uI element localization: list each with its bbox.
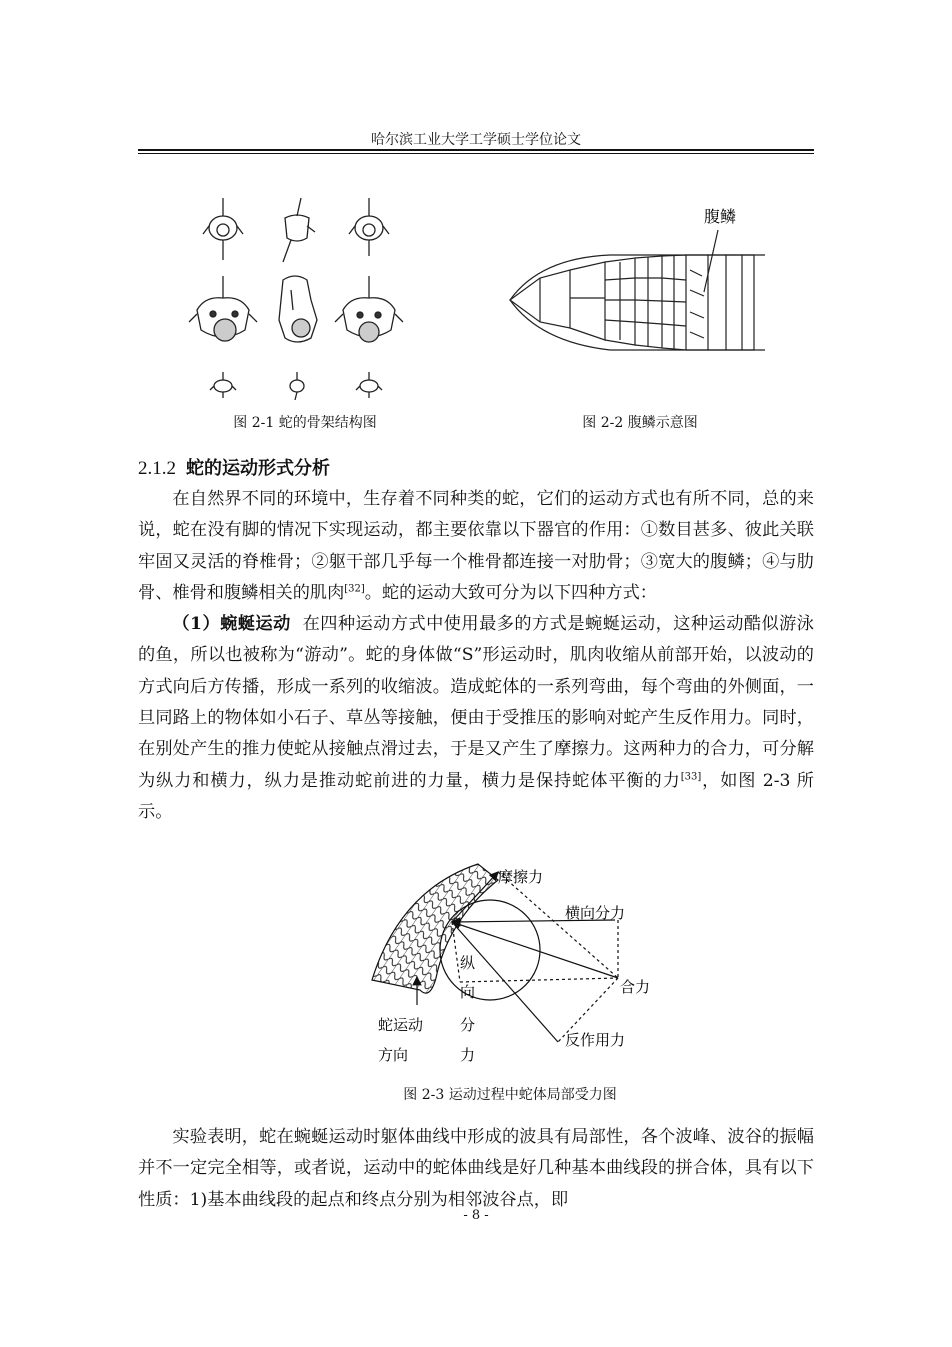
section-heading: [138, 454, 330, 480]
vertebra-mid-2: [279, 276, 317, 342]
body-text-lower: [138, 1122, 814, 1216]
vertebra-mid-1: [189, 276, 257, 341]
figure-ventral-scales: [490, 200, 780, 380]
label-longitudinal-2: 向: [460, 983, 476, 1001]
figure-2-3-caption: 图 2-3 运动过程中蛇体局部受力图: [403, 1087, 617, 1103]
vertebra-mid-3: [335, 276, 403, 342]
section-title: 蛇的运动形式分析: [186, 458, 330, 479]
header-rule-thick: [138, 149, 814, 151]
running-header: 哈尔滨工业大学工学硕士学位论文: [371, 132, 581, 148]
section-number: 2.1.2: [138, 458, 176, 479]
vertebra-bottom-2: [290, 372, 304, 400]
snake-body: [372, 864, 498, 993]
vertebra-bottom-1: [210, 372, 236, 398]
label-longitudinal-4: 力: [460, 1046, 476, 1064]
vertebra-bottom-3: [356, 372, 382, 398]
figure-2-2-caption: 图 2-2 腹鳞示意图: [582, 415, 698, 431]
figure-force-diagram: [360, 860, 680, 1075]
label-reaction: 反作用力: [565, 1031, 626, 1049]
vertebra-top-2: [283, 198, 315, 262]
figure-2-1-caption: 图 2-1 蛇的骨架结构图: [233, 415, 377, 431]
citation-32: [32]: [344, 583, 365, 595]
body-text-upper: [138, 484, 814, 828]
figure-skeleton: [185, 190, 425, 405]
label-lateral: 横向分力: [565, 904, 626, 922]
paragraph-2: （1）蜿蜒运动 在四种运动方式中使用最多的方式是蜿蜒运动，这种运动酷似游泳的鱼，所以也被称为“游动”。蛇的身体做“S”形运动时，肌肉收缩从前部开始，以波动的方式向后方传播，形成一系列的收缩波。造成蛇体的一系列弯曲，每个弯曲的外侧面，一旦同路上的物体如小石子、草丛等接触，便由于受推压的影响对蛇产生反作用力。同时，在别处产生的推力使蛇从接触点滑过去，于是又产生了摩擦力。这两种力的合力，可分解为纵力和横力，纵力是推动蛇前进的力量，横力是保持蛇体平衡的力[33]，如图 2-3 所示。: [138, 614, 814, 822]
label-motion-1: 蛇运动: [378, 1016, 424, 1034]
vertebra-top-3: [349, 198, 389, 256]
paragraph-1: 在自然界不同的环境中，生存着不同种类的蛇，它们的运动方式也有所不同，总的来说，蛇在没有脚的情况下实现运动，都主要依靠以下器官的作用：①数目甚多、彼此关联牢固又灵活的脊椎骨；②躯干部几乎每一个椎骨都连接一对肋骨；③宽大的腹鳞；④与肋骨、椎骨和腹鳞相关的肌肉[32]。蛇的运动大致可分为以下四种方式：: [138, 489, 814, 603]
label-longitudinal-3: 分: [460, 1016, 476, 1034]
page-number: - 8 -: [463, 1208, 489, 1223]
label-longitudinal-1: 纵: [460, 954, 476, 972]
label-motion-2: 方向: [378, 1046, 409, 1064]
motion-type-label: （1）蜿蜒运动: [172, 614, 291, 635]
vertebra-top-1: [203, 198, 243, 260]
label-friction: 摩擦力: [498, 868, 544, 886]
paragraph-3: 实验表明，蛇在蜿蜒运动时躯体曲线中形成的波具有局部性，各个波峰、波谷的振幅并不一定完全相等，或者说，运动中的蛇体曲线是好几种基本曲线段的拼合体，具有以下性质：1)基本曲线段的起点和终点分别为相邻波谷点，即: [138, 1127, 814, 1210]
force-circle: [440, 900, 540, 1000]
ventral-scale-label: 腹鳞: [704, 207, 737, 226]
citation-33: [33]: [680, 770, 702, 782]
label-resultant: 合力: [620, 978, 651, 996]
header-rule-thin: [138, 153, 814, 154]
